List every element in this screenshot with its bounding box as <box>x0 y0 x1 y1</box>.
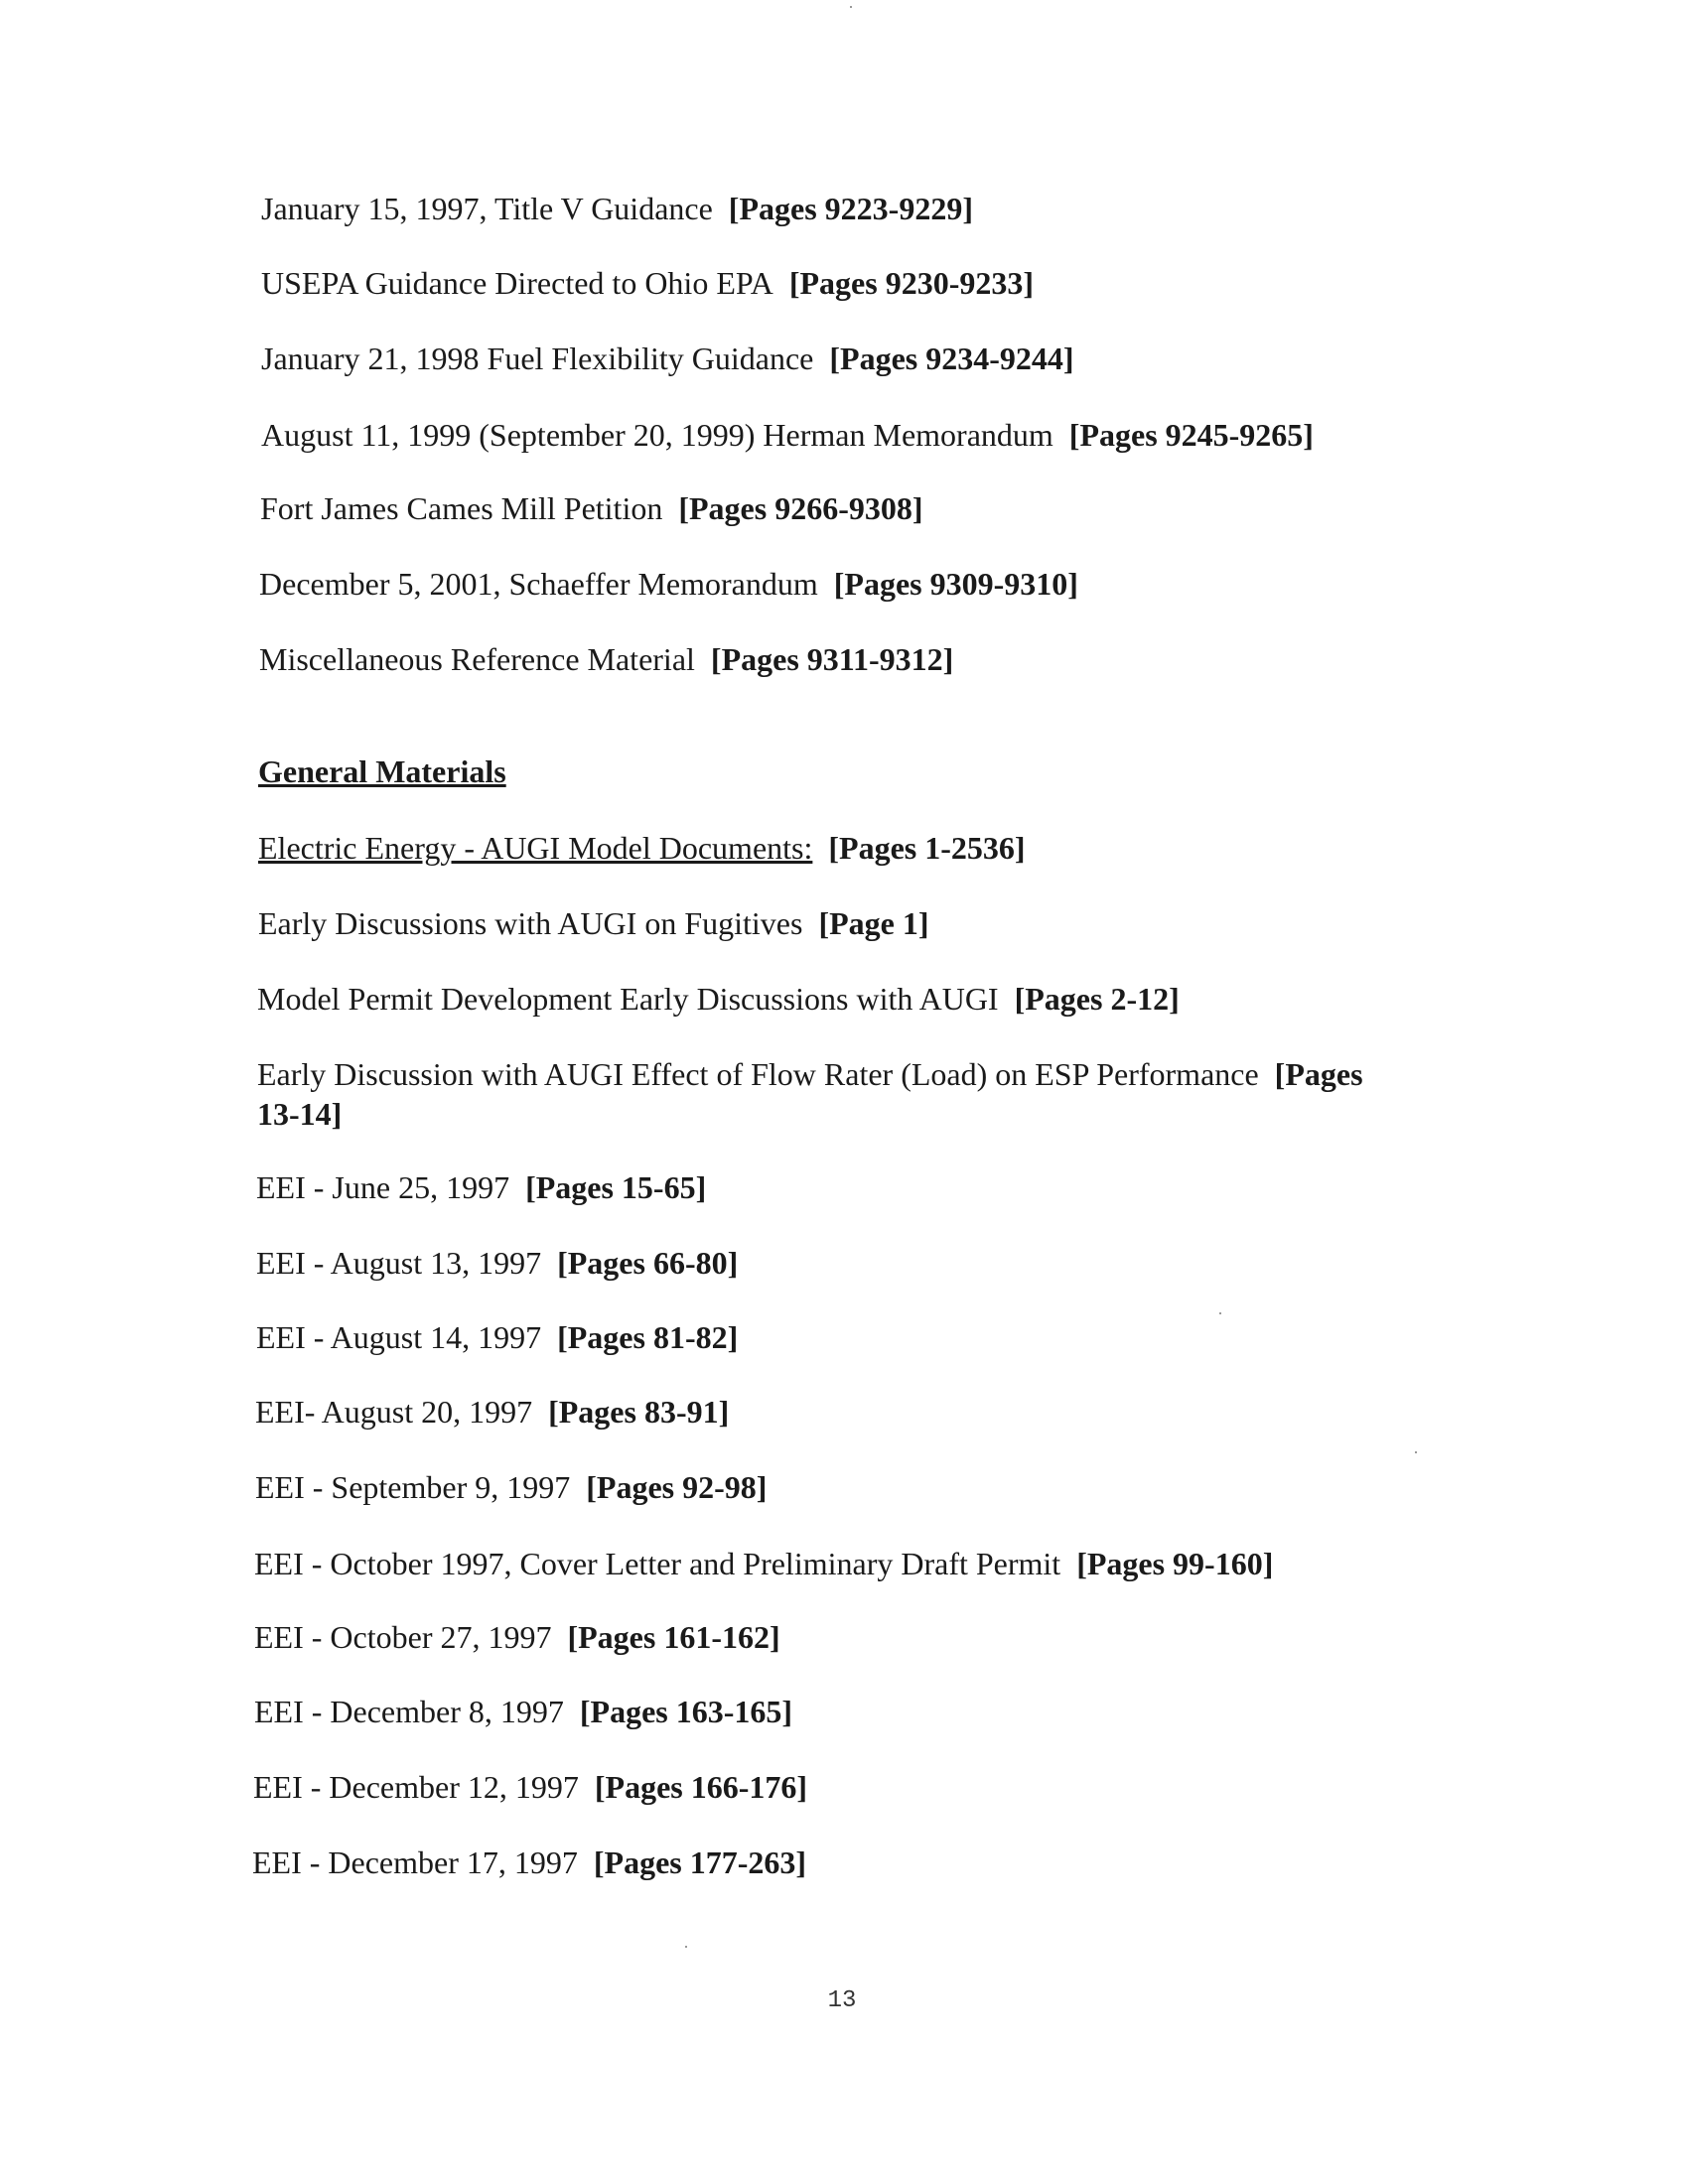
list-item <box>261 415 1314 455</box>
page-reference: [Pages 163-165] <box>579 1694 793 1729</box>
entry-title: EEI - October 1997, Cover Letter and Preliminary Draft Permit <box>254 1546 1061 1581</box>
page-reference: [Pages 1-2536] <box>828 830 1026 866</box>
list-item <box>261 189 973 228</box>
list-item <box>254 1544 1273 1583</box>
entry-title: December 5, 2001, Schaeffer Memorandum <box>259 566 818 602</box>
list-item <box>254 1617 780 1657</box>
page-reference: [Pages 15-65] <box>525 1169 707 1205</box>
subsection-entry <box>258 828 1026 868</box>
list-item <box>256 1317 738 1357</box>
page-reference: [Pages 2-12] <box>1014 981 1180 1017</box>
page-reference: [Pages 9309-9310] <box>833 566 1078 602</box>
page-reference: [Pages 9266-9308] <box>678 490 923 526</box>
entry-title: EEI - December 17, 1997 <box>252 1844 578 1880</box>
entry-title: EEI - August 14, 1997 <box>256 1319 542 1355</box>
page-reference: [Pages 92-98] <box>586 1469 768 1505</box>
subsection-title: Electric Energy - AUGI Model Documents: <box>258 830 813 866</box>
list-item <box>254 1692 792 1731</box>
page-reference: [Pages 66-80] <box>557 1245 739 1281</box>
entry-title: EEI - December 12, 1997 <box>253 1769 579 1805</box>
list-item <box>255 1467 767 1507</box>
entry-title: EEI - October 27, 1997 <box>254 1619 552 1655</box>
list-item <box>257 1054 1409 1134</box>
list-item <box>253 1767 807 1807</box>
scan-speck <box>1415 1451 1417 1453</box>
entry-title: EEI - September 9, 1997 <box>255 1469 571 1505</box>
list-item <box>257 979 1180 1019</box>
entry-title: Early Discussions with AUGI on Fugitives <box>258 905 803 941</box>
entry-title: EEI - June 25, 1997 <box>256 1169 510 1205</box>
list-item <box>256 1167 706 1207</box>
scan-speck <box>850 6 852 8</box>
scan-speck <box>685 1946 687 1948</box>
entry-title: EEI - December 8, 1997 <box>254 1694 564 1729</box>
page-reference: [Pages 81-82] <box>557 1319 739 1355</box>
section-heading: General Materials <box>258 753 506 789</box>
entry-title: EEI - August 13, 1997 <box>256 1245 542 1281</box>
list-item <box>255 1392 729 1432</box>
entry-title: Early Discussion with AUGI Effect of Flow Rater (Load) on ESP Performance <box>257 1056 1259 1092</box>
page-reference: [Page 1] <box>818 905 929 941</box>
page-reference: [Pages 177-263] <box>593 1844 807 1880</box>
list-item <box>261 339 1074 378</box>
page-reference: [Pages 9223-9229] <box>728 191 973 226</box>
entry-title: Model Permit Development Early Discussions with AUGI <box>257 981 999 1017</box>
list-item <box>259 639 953 679</box>
page-reference: [Pages 83-91] <box>548 1394 730 1430</box>
list-item <box>259 564 1078 604</box>
page-reference: [Pages 166-176] <box>594 1769 808 1805</box>
list-item <box>256 1243 738 1283</box>
page-reference: [Pages 13-14] <box>257 1056 1363 1132</box>
list-item <box>252 1843 806 1882</box>
entry-title: January 21, 1998 Fuel Flexibility Guidance <box>261 341 814 376</box>
page-reference: [Pages 99-160] <box>1076 1546 1274 1581</box>
entry-title: Miscellaneous Reference Material <box>259 641 695 677</box>
page-number: 13 <box>827 1987 857 2014</box>
list-item <box>258 903 929 943</box>
list-item <box>261 263 1034 303</box>
entry-title: EEI- August 20, 1997 <box>255 1394 533 1430</box>
page-reference: [Pages 9230-9233] <box>788 265 1034 301</box>
entry-title: August 11, 1999 (September 20, 1999) Herman Memorandum <box>261 417 1053 453</box>
scan-speck <box>1219 1312 1221 1314</box>
page-reference: [Pages 161-162] <box>567 1619 780 1655</box>
entry-title: USEPA Guidance Directed to Ohio EPA <box>261 265 773 301</box>
page-reference: [Pages 9311-9312] <box>710 641 954 677</box>
page-reference: [Pages 9245-9265] <box>1068 417 1314 453</box>
list-item <box>260 488 923 528</box>
entry-title: Fort James Cames Mill Petition <box>260 490 663 526</box>
page-reference: [Pages 9234-9244] <box>829 341 1074 376</box>
entry-title: January 15, 1997, Title V Guidance <box>261 191 713 226</box>
